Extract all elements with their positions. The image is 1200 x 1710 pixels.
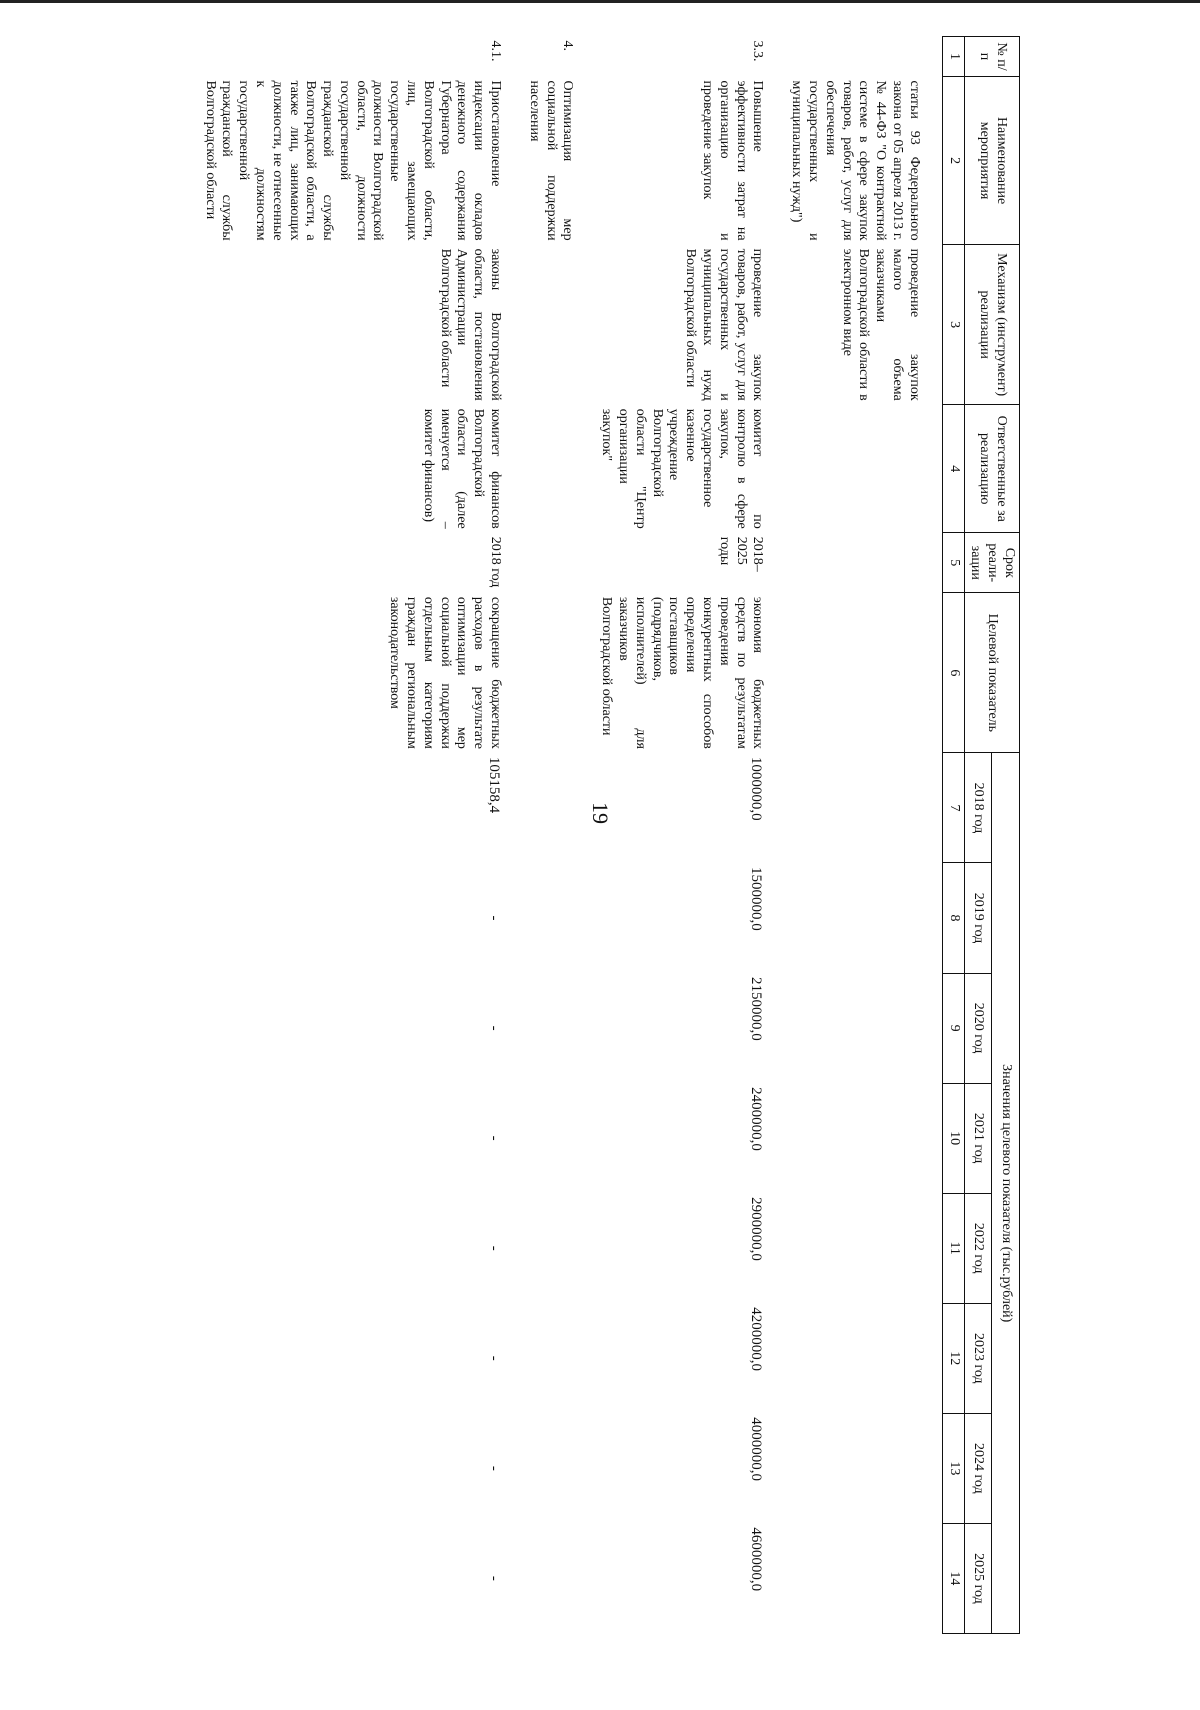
header-responsible: Ответственные за реализацию	[964, 405, 1019, 533]
header-values-group: Значения целевого показателя (тыс.рублей)	[992, 753, 1020, 1634]
header-num: № п/п	[964, 37, 1019, 77]
row-term: 2018 год	[488, 536, 504, 588]
row-value: 4000000,0	[748, 1417, 765, 1482]
header-year: 2019 год	[964, 863, 992, 973]
header-year: 2022 год	[964, 1193, 992, 1303]
row-value	[523, 1523, 577, 1633]
row-value: -	[486, 1575, 503, 1581]
row-mechanism: проведение закупок товаров, работ, услуг для государственных и муниципальных нужд Волгоградской области	[683, 248, 766, 401]
column-number: 9	[942, 973, 964, 1083]
row-value	[785, 863, 923, 973]
column-number: 13	[942, 1413, 964, 1523]
row-responsible: комитет по контролю в сфере закупок, государственное казенное учреждение Волгоградской области "Центр организации закупок"	[599, 408, 766, 529]
row-indicator: сокращение бюджетных расходов в результате оптимизации мер социальной поддержки отдельным категориям граждан региональным законодательством	[387, 596, 504, 749]
row-value: -	[486, 915, 503, 921]
table-row	[595, 37, 767, 1634]
row-indicator: экономия бюджетных средств по результатам проведения конкурентных способов определения поставщиков (подрядчиков, исполнителей) для заказчиков Волгоградской области	[599, 596, 766, 749]
row-value: 2900000,0	[748, 1197, 765, 1261]
row-responsible	[785, 405, 923, 533]
row-value: -	[486, 1135, 503, 1141]
row-value: 1000000,0	[748, 756, 765, 821]
row-value	[523, 1413, 577, 1523]
row-value: 2150000,0	[748, 977, 765, 1041]
header-indicator: Целевой показатель	[964, 593, 1019, 753]
column-number: 2	[942, 77, 964, 245]
column-number: 1	[942, 37, 964, 77]
header-term: Срок реали-зации	[964, 533, 1019, 593]
row-value	[785, 1523, 923, 1633]
column-number: 6	[942, 593, 964, 753]
row-value	[523, 1303, 577, 1413]
row-num: 4.	[560, 40, 576, 51]
header-year: 2018 год	[964, 753, 992, 863]
row-value: 2400000,0	[748, 1087, 765, 1151]
row-term: 2018–2025 годы	[716, 536, 766, 572]
row-value	[523, 1193, 577, 1303]
column-number: 8	[942, 863, 964, 973]
table-row	[199, 37, 505, 1634]
page-number: 19	[588, 802, 613, 824]
header-mechanism: Механизм (инструмент) реализации	[964, 245, 1019, 405]
row-num	[785, 37, 923, 77]
row-responsible	[523, 405, 577, 533]
row-num: 4.1.	[488, 40, 504, 62]
targets-table	[199, 36, 1020, 1634]
row-value	[523, 753, 577, 863]
row-mechanism	[523, 245, 577, 405]
column-number: 10	[942, 1083, 964, 1193]
row-name: Приостановление индексации окладов денежного содержания Губернатора Волгоградской области, лиц, замещающих государственные должности Волгоградской области, должности государственной гражданской службы Волгоградской области, а также лиц, занимающих должности, не отнесенные к должностям государственной гражданской службы Волгоградской области	[202, 80, 504, 241]
row-mechanism: законы Волгоградской области, постановления Администрации Волгоградской области	[437, 248, 504, 401]
header-year: 2020 год	[964, 973, 992, 1083]
row-value: -	[486, 1025, 503, 1031]
column-number: 5	[942, 533, 964, 593]
row-value: 4200000,0	[748, 1307, 765, 1371]
row-name: Повышение эффективности затрат на организацию и проведение закупок	[700, 80, 766, 241]
header-year: 2021 год	[964, 1083, 992, 1193]
column-number: 7	[942, 753, 964, 863]
row-value	[785, 973, 923, 1083]
table-row	[523, 37, 577, 1634]
row-value	[523, 863, 577, 973]
row-value: -	[486, 1465, 503, 1471]
row-value	[785, 753, 923, 863]
row-value	[785, 1193, 923, 1303]
row-value	[523, 1083, 577, 1193]
row-value	[523, 973, 577, 1083]
header-year: 2025 год	[964, 1523, 992, 1633]
table-row	[785, 37, 923, 1634]
column-number: 12	[942, 1303, 964, 1413]
row-value: 4600000,0	[748, 1527, 765, 1592]
header-name: Наименование мероприятия	[964, 77, 1019, 245]
row-name: статьи 93 Федерального закона от 05 апреля 2013 г. № 44-ФЗ "О контрактной системе в сфере закупок товаров, работ, услуг для обеспечения государственных и муниципальных нужд")	[789, 80, 922, 241]
row-term	[785, 533, 923, 593]
row-value: -	[486, 1245, 503, 1251]
column-number: 14	[942, 1523, 964, 1633]
header-year: 2023 год	[964, 1303, 992, 1413]
row-mechanism: проведение закупок малого объема заказчиками Волгоградской области в электронном виде	[839, 248, 922, 401]
row-value: -	[486, 1355, 503, 1361]
row-name: Оптимизация мер социальной поддержки населения	[526, 80, 576, 241]
column-number: 3	[942, 245, 964, 405]
row-responsible: комитет финансов Волгоградской области (далее именуется – комитет финансов)	[420, 408, 504, 529]
row-value	[785, 1303, 923, 1413]
column-number: 4	[942, 405, 964, 533]
column-number: 11	[942, 1193, 964, 1303]
row-value: 1500000,0	[748, 866, 765, 931]
row-value	[785, 1083, 923, 1193]
row-num: 3.3.	[750, 40, 766, 62]
row-value: 105158,4	[486, 756, 503, 814]
row-indicator	[523, 593, 577, 753]
row-indicator	[785, 593, 923, 753]
header-year: 2024 год	[964, 1413, 992, 1523]
row-term	[523, 533, 577, 593]
row-value	[785, 1413, 923, 1523]
